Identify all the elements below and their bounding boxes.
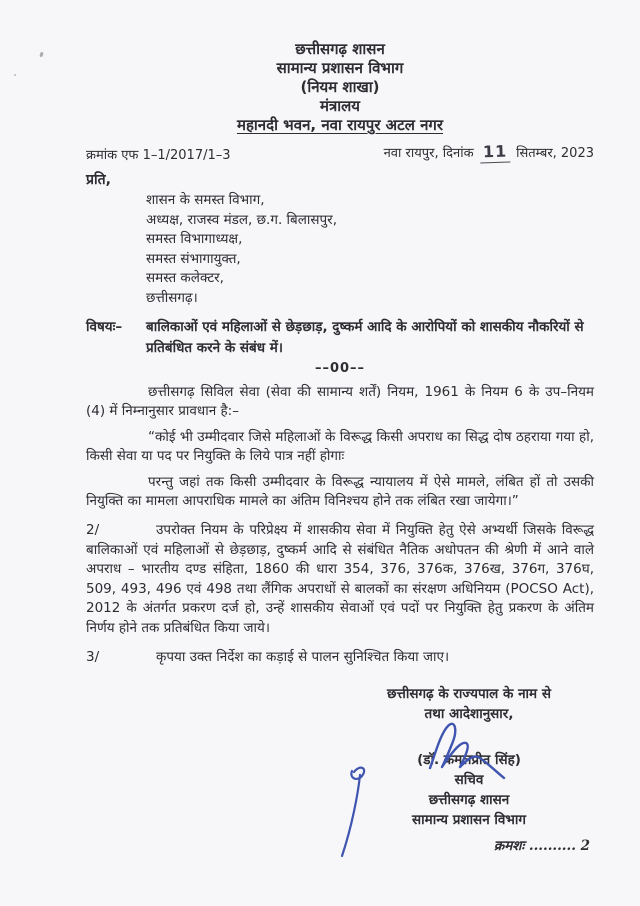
place-date-prefix: नवा रायपुर, दिनांक (383, 146, 474, 161)
place-and-date (384, 142, 594, 163)
by-order-line-2: तथा आदेशानुसार, (424, 705, 514, 722)
paragraph-3 (86, 648, 594, 668)
recipient-item: शासन के समस्त विभाग, (146, 192, 265, 208)
paragraph-2-number: 2/ (86, 522, 100, 538)
salutation: प्रति, (86, 172, 111, 188)
recipient-item: समस्त विभागाध्यक्ष, (146, 231, 243, 247)
paragraph-3-text: कृपया उक्त निर्देश का कड़ाई से पालन सुनिश्चित किया जाए। (156, 649, 450, 665)
letter-number: क्रमांक एफ 1–1/2017/1–3 (86, 148, 231, 163)
scan-artifact (39, 52, 43, 58)
recipient-item: छत्तीसगढ़। (146, 289, 198, 306)
recipient-list (146, 191, 594, 308)
section-divider: ––00–– (314, 361, 366, 376)
recipient-item: समस्त कलेक्टर, (146, 270, 224, 286)
paragraph-3-number: 3/ (86, 649, 100, 665)
paragraph-quote-1: “कोई भी उम्मीदवार जिसे महिलाओं के विरूद्ध किसी अपराध का सिद्ध दोष ठहराया गया हो, किसी सेवा या पद पर नियुक्ति के लिये पात्र नहीं होगाः (86, 429, 594, 464)
signatory-org-1: छत्तीसगढ़ शासन (428, 791, 510, 808)
handwritten-date: 11 (479, 141, 510, 163)
signatory-name: (डॉ. कमलप्रीत सिंह) (417, 751, 521, 768)
by-order-line-1: छत्तीसगढ़ के राज्यपाल के नाम से (387, 685, 551, 702)
reference-row (86, 142, 594, 163)
recipient-item: समस्त संभागायुक्त, (146, 250, 241, 267)
signature-area (344, 724, 594, 750)
letterhead-ministry: मंत्रालय (319, 97, 360, 115)
letterhead (86, 40, 594, 135)
signatory-designation: सचिव (454, 771, 484, 788)
continuation-note: क्रमशः .......... 2 (493, 837, 590, 854)
recipient-item: अध्यक्ष, राजस्व मंडल, छ.ग. बिलासपुर, (146, 211, 337, 228)
subject-row (86, 317, 594, 359)
date-suffix: सितम्बर, 2023 (516, 146, 594, 161)
signatory-org-2: सामान्य प्रशासन विभाग (412, 811, 526, 828)
paragraph-rule-intro: छत्तीसगढ़ सिविल सेवा (सेवा की सामान्य शर्तें) नियम, 1961 के नियम 6 के उप–नियम (4) में निम्नानुसार प्रावधान है:– (86, 384, 594, 419)
letterhead-department: सामान्य प्रशासन विभाग (276, 59, 404, 77)
scan-artifact (14, 74, 16, 76)
subject-text: बालिकाओं एवं महिलाओं से छेड़छाड़, दुष्कर्म आदि के आरोपियों को शासकीय नौकरियों से प्रतिबंधित करने के संबंध में। (146, 319, 584, 356)
subject-label: विषयः– (86, 319, 123, 335)
letterhead-branch: (नियम शाखा) (300, 78, 380, 96)
paragraph-2 (86, 521, 594, 638)
letterhead-address: महानदी भवन, नवा रायपुर अटल नगर (236, 116, 444, 134)
paragraph-quote-2: परन्तु जहां तक किसी उम्मीदवार के विरूद्ध न्यायालय में ऐसे मामले, लंबित हों तो उसकी नियुक्ति का मामला आपराधिक मामले का अंतिम विनिश्चय होने तक लंबित रखा जायेगा।” (86, 474, 594, 509)
paragraph-2-text: उपरोक्त नियम के परिप्रेक्ष्य में शासकीय सेवा में नियुक्ति हेतु ऐसे अभ्यर्थी जिसके विरूद्ध बालिकाओं एवं महिलाओं से छेड़छाड़, दुष्कर्म आदि से संबंधित नैतिक अधोपतन की श्रेणी में आने वाले अपराध – भारतीय दण्ड संहिता, 1860 की धारा 354, 376, 376क, 376ख, 376ग, 376घ, 509, 493, 496 एवं 498 तथा लैंगिक अपराधों से बालकों का संरक्षण अधिनियम (POCSO Act), 2012 के अंतर्गत प्रकरण दर्ज हो, उन्हें शासकीय सेवाओं एवं पदों पर नियुक्ति हेतु प्रकरण के अंतिम निर्णय होने तक प्रतिबंधित किया जाये। (86, 522, 594, 636)
closing-block (344, 684, 594, 830)
letterhead-government: छत्तीसगढ़ शासन (295, 40, 385, 58)
